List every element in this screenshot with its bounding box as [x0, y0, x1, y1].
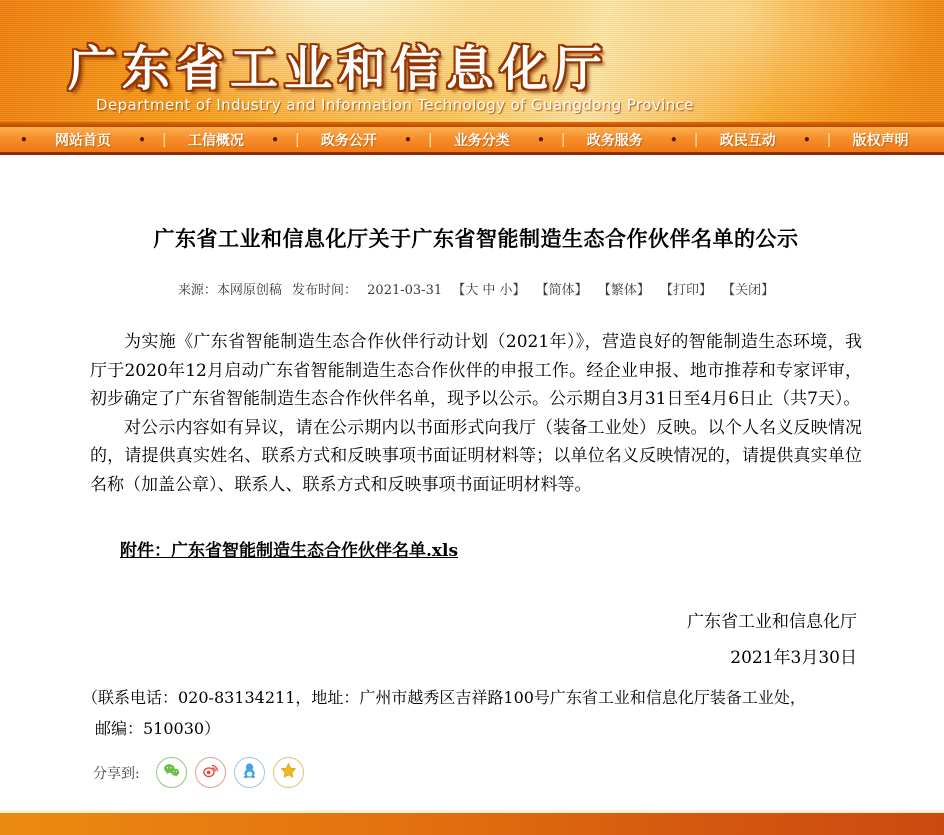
nav-bullet-icon: • — [404, 132, 412, 147]
nav-bullet-icon: • — [670, 132, 678, 147]
nav-divider: | — [826, 131, 832, 148]
weibo-icon — [201, 761, 220, 784]
contact-info-line1: （联系电话：020-83134211，地址：广州市越秀区吉祥路100号广东省工业和信息化厅装备工业处， — [82, 688, 806, 707]
print-button[interactable]: 【打印】 — [659, 283, 712, 298]
nav-bullet-icon: • — [803, 132, 811, 147]
nav-divider: | — [161, 131, 167, 148]
share-bar — [93, 757, 862, 788]
attachment-link[interactable]: 附件：广东省智能制造生态合作伙伴名单.xls — [120, 541, 459, 561]
wechat-icon — [162, 761, 181, 784]
share-weibo-button[interactable] — [195, 757, 226, 788]
article-meta — [90, 279, 862, 298]
site-banner — [0, 0, 944, 127]
nav-bullet-icon: • — [20, 132, 28, 147]
share-qq-button[interactable] — [234, 757, 265, 788]
article-container — [0, 155, 944, 810]
close-button[interactable]: 【关闭】 — [722, 283, 775, 298]
nav-bullet-icon: • — [271, 132, 279, 147]
nav-item-public-interaction[interactable]: 政民互动 — [719, 132, 776, 149]
nav-divider: | — [294, 131, 300, 148]
article-title: 广东省工业和信息化厅关于广东省智能制造生态合作伙伴名单的公示 — [153, 227, 799, 251]
nav-item-copyright[interactable]: 版权声明 — [852, 132, 909, 149]
signature-date: 2021年3月30日 — [730, 648, 857, 668]
share-wechat-button[interactable] — [156, 757, 187, 788]
nav-divider: | — [693, 131, 699, 148]
simplified-chinese-button[interactable]: 【简体】 — [535, 283, 588, 298]
star-icon — [279, 761, 298, 784]
nav-item-gov-services[interactable]: 政务服务 — [586, 132, 643, 149]
nav-item-business-categories[interactable]: 业务分类 — [453, 132, 510, 149]
share-label: 分享到: — [93, 765, 140, 782]
font-size-control[interactable]: 【大 中 小】 — [452, 283, 526, 298]
meta-publish-date: 2021-03-31 — [367, 283, 443, 298]
nav-divider: | — [560, 131, 566, 148]
paragraph-2: 对公示内容如有异议，请在公示期内以书面形式向我厅（装备工业处）反映。以个人名义反映情况的，请提供真实姓名、联系方式和反映事项书面证明材料等；以单位名义反映情况的，请提供真实单位名称（加盖公章）、联系人、联系方式和反映事项书面证明材料等。 — [90, 417, 862, 495]
share-favorite-button[interactable] — [273, 757, 304, 788]
site-subtitle-english: Department of Industry and Information Technology of Guangdong Province — [96, 96, 694, 114]
nav-item-home[interactable]: 网站首页 — [54, 132, 111, 149]
nav-divider: | — [427, 131, 433, 148]
signature-organization: 广东省工业和信息化厅 — [687, 612, 857, 632]
banner-divider — [0, 122, 944, 127]
nav-bullet-icon: • — [537, 132, 545, 147]
contact-info-line2: 邮编：510030） — [95, 719, 221, 738]
main-navigation — [0, 127, 944, 155]
site-title: 广东省工业和信息化厅 — [68, 41, 609, 97]
meta-source: 来源：本网原创稿 — [177, 283, 282, 298]
paragraph-1: 为实施《广东省智能制造生态合作伙伴行动计划（2021年）》，营造良好的智能制造生态环境，我厅于2020年12月启动广东省智能制造生态合作伙伴的申报工作。经企业申报、地市推荐和专家评审，初步确定了广东省智能制造生态合作伙伴名单，现予以公示。公示期自3月31日至4月6日止（共7天）。 — [90, 332, 862, 409]
qq-penguin-icon — [240, 761, 259, 784]
article-body — [90, 328, 862, 499]
nav-item-gov-disclosure[interactable]: 政务公开 — [320, 132, 377, 149]
page-footer — [0, 810, 944, 835]
traditional-chinese-button[interactable]: 【繁体】 — [597, 283, 650, 298]
nav-item-overview[interactable]: 工信概况 — [187, 132, 244, 149]
meta-publish-label: 发布时间： — [292, 283, 358, 298]
nav-bullet-icon: • — [138, 132, 146, 147]
